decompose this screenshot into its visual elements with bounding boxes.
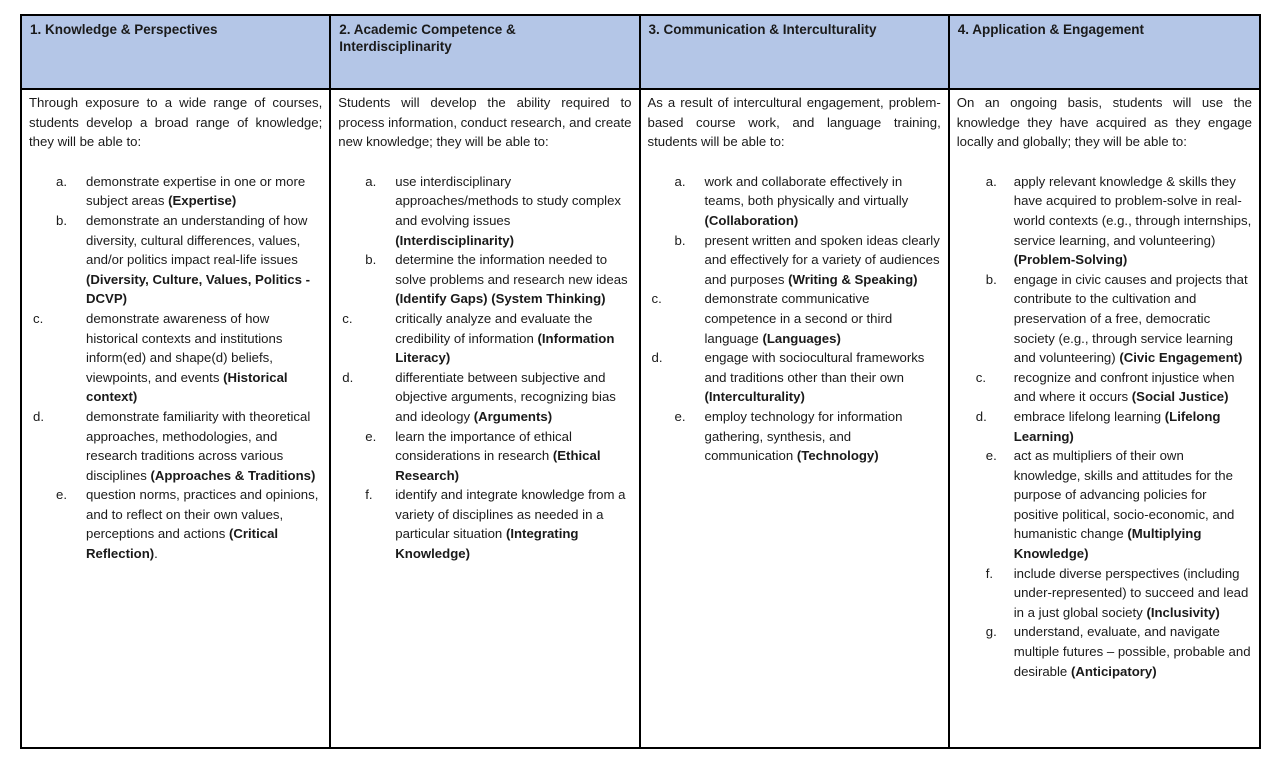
outcome-text: engage with sociocultural frameworks and traditions other than their own: [704, 350, 925, 385]
outcome-tag: (Technology): [796, 448, 879, 464]
outcome-tag: (Anticipatory): [1070, 663, 1157, 679]
list-item: [957, 172, 1252, 270]
list-item: [957, 446, 1252, 564]
list-item-text: [395, 172, 631, 250]
outcome-text: demonstrate awareness of how historical contexts and institutions inform(ed) and shape(d) beliefs, viewpoints, and events: [86, 310, 283, 385]
column-header: 2. Academic Competence & Interdisciplinarity: [331, 16, 640, 90]
list-item-text: [86, 211, 322, 309]
list-item: [338, 172, 631, 250]
column-body: [950, 90, 1259, 747]
column-body: [331, 90, 640, 747]
list-item-text: [1014, 368, 1252, 407]
column-intro: As a result of intercultural engagement, problem-based course work, and language training, students will be able to:: [647, 95, 941, 150]
list-item-marker: b.: [674, 232, 686, 248]
outcome-text: learn the importance of ethical considerations in research: [395, 428, 572, 464]
column-header: 3. Communication & Interculturality: [641, 16, 950, 90]
list-item: [29, 485, 322, 563]
outcome-tag: (Problem-Solving): [1013, 252, 1128, 268]
list-item-marker: b.: [365, 252, 377, 268]
list-item-text: [1014, 270, 1252, 368]
outcome-tag: (Expertise): [168, 193, 237, 209]
outcome-list: [957, 172, 1252, 681]
list-item-text: [395, 250, 631, 309]
column-body: [22, 90, 331, 747]
outcome-text: act as multipliers of their own knowledge, skills and attitudes for the purpose of advancing policies for positive political, socio-economic, and humanistic change: [1013, 448, 1235, 542]
list-item: [648, 348, 941, 407]
outcome-tag: (Social Justice): [1131, 389, 1229, 405]
outcome-tag: (Interdisciplinarity): [395, 232, 514, 248]
column-body: [641, 90, 950, 747]
list-item-marker: c.: [342, 310, 353, 326]
list-item-marker: c.: [651, 291, 662, 307]
list-item-text: [1014, 446, 1252, 564]
outcome-text: question norms, practices and opinions, and to reflect on their own values, perceptions and actions: [86, 487, 319, 542]
outcome-text: demonstrate familiarity with theoretical approaches, methodologies, and research traditions across various disciplines: [86, 408, 311, 483]
list-item: [29, 172, 322, 211]
list-item: [29, 407, 322, 485]
list-item-marker: b.: [56, 212, 67, 228]
list-item-text: [395, 485, 631, 563]
list-item: [957, 622, 1252, 681]
outcome-tag: (Languages): [762, 330, 841, 346]
outcome-tag: (Interculturality): [704, 389, 805, 405]
list-item-text: [705, 231, 941, 290]
outcome-tag: (Civic Engagement): [1119, 350, 1243, 366]
list-item: [338, 250, 631, 309]
list-item-marker: a.: [985, 173, 997, 189]
list-item-marker: e.: [365, 428, 377, 444]
list-item-text: [705, 172, 941, 231]
list-item-text: [1014, 564, 1252, 623]
list-item-marker: d.: [33, 408, 44, 424]
outcome-text: demonstrate an understanding of how diversity, cultural differences, values, and/or politics impact real-life issues: [86, 212, 308, 268]
list-item: [338, 309, 631, 368]
outcome-tag: (Multiplying Knowledge): [1013, 526, 1202, 562]
list-item-marker: g.: [985, 624, 997, 640]
list-item-marker: a.: [56, 173, 67, 189]
outcome-tag: (Collaboration): [704, 212, 799, 228]
outcome-tag: (Arguments): [473, 408, 553, 424]
outcome-text: .: [154, 546, 158, 562]
list-item-text: [395, 309, 631, 368]
list-item: [957, 564, 1252, 623]
list-item: [338, 368, 631, 427]
outcome-text: differentiate between subjective and objective arguments, recognizing bias and ideology: [395, 369, 616, 424]
outcome-text: embrace lifelong learning: [1013, 408, 1165, 424]
list-item: [648, 172, 941, 231]
list-item: [29, 211, 322, 309]
column-intro: On an ongoing basis, students will use the knowledge they have acquired as they engage locally and globally; they will be able to:: [956, 95, 1252, 150]
list-item-marker: a.: [674, 173, 686, 189]
outcome-tag: (Integrating Knowledge): [395, 526, 579, 562]
list-item-marker: c.: [975, 369, 987, 385]
list-item-marker: f.: [365, 487, 373, 503]
list-item-marker: c.: [33, 310, 44, 326]
list-item-text: [86, 485, 322, 563]
outcome-text: employ technology for information gathering, synthesis, and communication: [704, 408, 903, 464]
outcome-tag: (Writing & Speaking): [788, 271, 918, 287]
outcome-tag: (Inclusivity): [1146, 604, 1220, 620]
outcome-text: recognize and confront injustice when and where it occurs: [1013, 369, 1235, 405]
outcome-tag: (Identify Gaps) (System Thinking): [395, 291, 606, 307]
outcome-tag: (Approaches & Traditions): [150, 467, 316, 483]
column-header: 4. Application & Engagement: [950, 16, 1259, 90]
list-item-text: [705, 348, 941, 407]
outcome-text: demonstrate expertise in one or more subject areas: [86, 173, 306, 209]
outcome-text: present written and spoken ideas clearly and effectively for a variety of audiences and purposes: [704, 232, 940, 287]
outcome-text: apply relevant knowledge & skills they have acquired to problem-solve in real-world contexts (e.g., through internships, service learning, and volunteering): [1013, 173, 1252, 248]
list-item-marker: e.: [985, 448, 997, 464]
list-item-text: [1014, 622, 1252, 681]
list-item-marker: a.: [365, 173, 377, 189]
outcome-tag: (Historical context): [86, 369, 288, 405]
outcome-tag: (Information Literacy): [395, 330, 615, 366]
list-item-marker: d.: [975, 408, 987, 424]
outcome-text: identify and integrate knowledge from a variety of disciplines as needed in a particular situation: [395, 487, 626, 542]
list-item-text: [1014, 172, 1252, 270]
column-header: 1. Knowledge & Perspectives: [22, 16, 331, 90]
list-item-marker: d.: [651, 350, 663, 366]
list-item-marker: d.: [342, 369, 354, 385]
outcome-tag: (Ethical Research): [395, 448, 601, 483]
list-item: [338, 427, 631, 486]
outcome-text: engage in civic causes and projects that contribute to the cultivation and preservation of a free, democratic society (e.g., through service learning and volunteering): [1013, 271, 1248, 366]
list-item-text: [705, 289, 941, 348]
outcome-text: understand, evaluate, and navigate multiple futures – possible, probable and desirable: [1013, 624, 1251, 679]
column-intro: Through exposure to a wide range of courses, students develop a broad range of knowledge; they will be able to:: [29, 95, 323, 150]
list-item: [957, 407, 1252, 446]
outcome-text: critically analyze and evaluate the credibility of information: [395, 310, 593, 346]
outcome-tag: (Critical Reflection): [86, 526, 279, 562]
outcome-list: [338, 172, 631, 564]
outcome-list: [648, 172, 941, 466]
list-item: [648, 289, 941, 348]
list-item-text: [86, 172, 322, 211]
list-item-text: [705, 407, 941, 466]
list-item-text: [395, 427, 631, 486]
list-item-marker: b.: [985, 271, 997, 287]
list-item: [338, 485, 631, 563]
outcome-text: demonstrate communicative competence in a second or third language: [704, 291, 893, 346]
list-item: [29, 309, 322, 407]
list-item-text: [395, 368, 631, 427]
outcome-text: use interdisciplinary approaches/methods to study complex and evolving issues: [395, 173, 622, 228]
list-item-marker: f.: [985, 565, 994, 581]
column-intro: Students will develop the ability required to process information, conduct research, and create new knowledge; they will be able to:: [338, 95, 632, 150]
list-item-text: [86, 309, 322, 407]
list-item-marker: e.: [56, 487, 67, 503]
list-item: [957, 270, 1252, 368]
list-item: [648, 407, 941, 466]
list-item-text: [1014, 407, 1252, 446]
list-item: [957, 368, 1252, 407]
list-item-marker: e.: [674, 408, 686, 424]
outcome-text: include diverse perspectives (including under-represented) to succeed and lead in a just global society: [1013, 565, 1249, 620]
outcome-list: [29, 172, 322, 564]
outcome-tag: (Lifelong Learning): [1013, 408, 1221, 444]
outcome-text: determine the information needed to solve problems and research new ideas: [395, 252, 628, 287]
outcome-tag: (Diversity, Culture, Values, Politics - DCVP): [86, 271, 311, 307]
list-item-text: [86, 407, 322, 485]
list-item: [648, 231, 941, 290]
outcome-text: work and collaborate effectively in teams, both physically and virtually: [704, 173, 909, 209]
learning-outcomes-table: [20, 14, 1261, 749]
